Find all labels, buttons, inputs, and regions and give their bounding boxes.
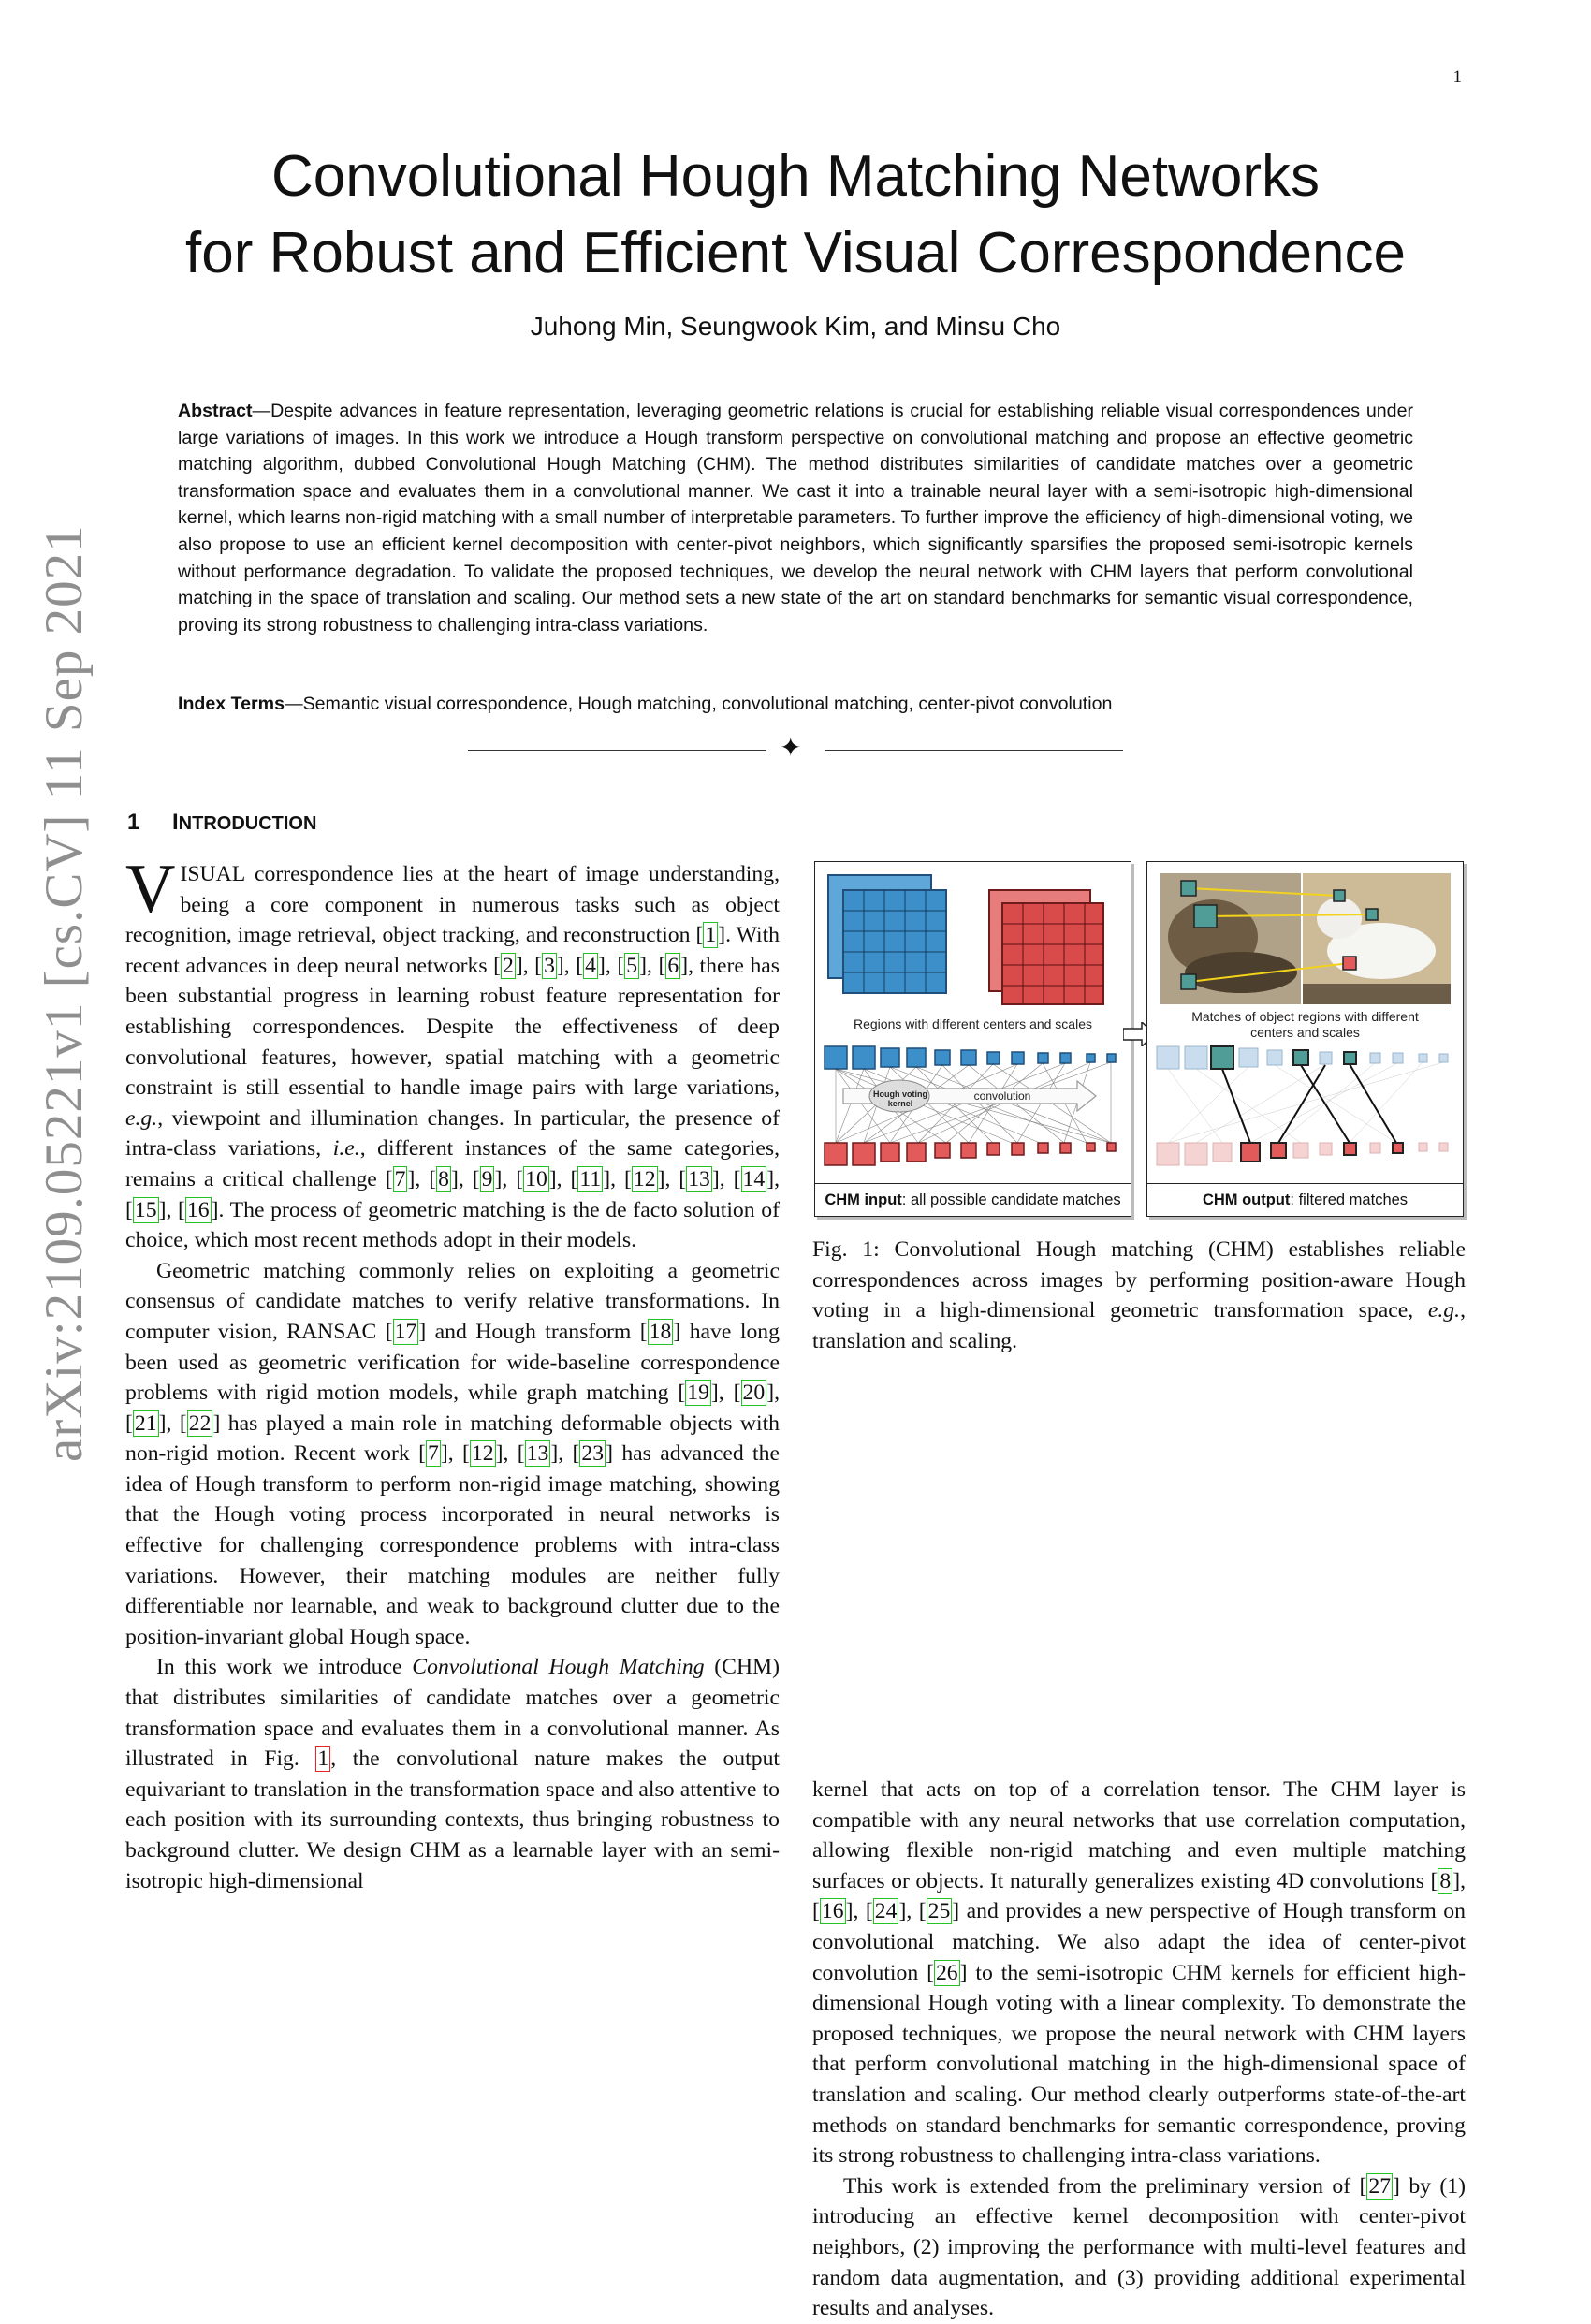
citation-link[interactable]: 1 (705, 923, 717, 948)
section-divider (468, 734, 1123, 763)
faded-nodes-bottom (1157, 1143, 1448, 1165)
citation-link[interactable]: 16 (186, 1197, 210, 1222)
faded-lines (1168, 1062, 1443, 1143)
citation-link[interactable]: 15 (134, 1197, 157, 1222)
text: correspondence lies at the heart of image understanding, being a core component in numerous tasks such as object recognition, image retrieval, object tracking, and reconstruction (125, 862, 780, 948)
citation-link[interactable]: 3 (544, 953, 555, 978)
red-region-nodes (825, 1143, 1116, 1165)
text: to the semi-isotropic CHM kernels for efficient high-dimensional Hough voting with a linear complexity. To demonstrate the proposed techniques, we propose the neural network with CHM layers that perform convolutional matching in the high-dimensional space of translation and scaling. Our method clearly outperforms state-of-the-art methods on standard benchmarks for semantic correspondence, proving its strong robustness to challenging intra-class variations. (812, 1960, 1466, 2169)
abstract (178, 398, 1413, 638)
text: (CHM) that distributes similarities of candidate matches over a geometric transformation space and evaluates them in a convolutional manner. As illustrated in Fig. (125, 1655, 781, 1772)
citation-link[interactable]: 25 (927, 1899, 951, 1924)
output-caption (1147, 1183, 1463, 1216)
figure-link[interactable]: 1 (317, 1747, 329, 1772)
text: i.e. (332, 1136, 360, 1162)
citation-link[interactable]: 2 (502, 953, 514, 978)
text: and Hough transform (426, 1319, 640, 1344)
text: e.g. (1427, 1298, 1461, 1323)
convolution-label: convolution (973, 1089, 1031, 1103)
paper-title (131, 139, 1460, 292)
text: In this work we introduce (156, 1655, 413, 1680)
citation-link[interactable]: 19 (687, 1381, 709, 1406)
text: CHM output (1202, 1191, 1291, 1208)
citation-link[interactable]: 13 (526, 1441, 549, 1467)
citation-link[interactable]: 18 (649, 1319, 672, 1344)
citation-link[interactable]: 11 (579, 1166, 602, 1191)
matches-label: Matches of object regions with different centers and scales (1191, 1009, 1419, 1040)
citation-link[interactable]: 5 (626, 953, 638, 978)
citation-link[interactable]: 6 (667, 953, 679, 978)
text: has played a main role in matching deformable objects with non-rigid motion. Recent work (125, 1410, 780, 1467)
section-title-first: I (172, 810, 179, 835)
page-number: 1 (1452, 67, 1462, 87)
intro-paragraph-3 (125, 1652, 780, 1896)
cat-photo-right (1303, 873, 1451, 1004)
dropcap: V (125, 851, 176, 928)
citation-link[interactable]: 23 (581, 1441, 605, 1467)
citation-link[interactable]: 10 (525, 1166, 547, 1191)
citation-link[interactable]: 20 (742, 1381, 766, 1406)
citation-link[interactable]: 7 (427, 1441, 439, 1467)
citation-link[interactable]: 26 (935, 1960, 958, 1985)
text: , translation and scaling. (812, 1298, 1466, 1353)
index-terms-text: —Semantic visual correspondence, Hough matching, convolutional matching, center-pivot convolution (284, 694, 1113, 714)
citation-link[interactable]: 8 (1439, 1868, 1452, 1893)
citation-link[interactable]: 27 (1368, 2173, 1392, 2199)
red-feature-grid (989, 890, 1103, 1004)
hough-kernel-label: Hough voting kernel (873, 1089, 927, 1108)
selected-top-nodes (1211, 1046, 1356, 1069)
text: Geometric matching commonly relies on exploiting a geometric consensus of candidate matches to verify relative transformations. In computer vision, RANSAC (125, 1258, 780, 1344)
text: kernel that acts on top of a correlation tensor. The CHM layer is compatible with any neural networks that use correlation computation, allowing flexible non-rigid matching and even multiple matching surfaces or objects. It naturally generalizes existing 4D convolutions (812, 1777, 1466, 1893)
text: : all possible candidate matches (901, 1191, 1121, 1208)
citation-link[interactable]: 12 (633, 1166, 656, 1191)
text: . With recent advances in deep neural networks (125, 923, 780, 978)
intro-paragraph-5: This work is extended from the preliminary version of [27] by (1) introducing an effective kernel decomposition with center-pivot neighbors, (2) improving the performance with multi-level features and random data augmentation, and (3) providing additional experimental results and analyses. (812, 2173, 1467, 2321)
input-caption (815, 1183, 1131, 1216)
index-terms (178, 694, 1413, 715)
text: have long been used as geometric verification for wide-baseline correspondence problems with rigid motion models, while graph matching (125, 1319, 780, 1406)
divider-star-icon: ✦ (780, 734, 802, 763)
arxiv-identifier: arXiv:2109.05221v1 [cs.CV] 11 Sep 2021 (35, 524, 94, 1462)
citation-link[interactable]: 24 (874, 1899, 898, 1924)
text: , the convolutional nature makes the output equivariant to translation in the transformation space and also attentive to each position with its surrounding contexts, thus bringing robustness to background clutter. We design CHM as a learnable layer with an semi-isotropic high-dimensional (125, 1747, 780, 1893)
section-number: 1 (127, 810, 140, 835)
title-line-2: for Robust and Efficient Visual Correspondence (185, 221, 1406, 285)
text: has advanced the idea of Hough transform to perform non-rigid image matching, showing that the Hough voting process incorporated in neural networks is effective for challenging correspondence problems with intra-class variations. However, their matching modules are neither fully differentiable nor learnable, and weak to background clutter due to the position-invariant global Hough space. (125, 1441, 780, 1649)
text: , different instances of the same categories, remains a critical challenge (125, 1136, 780, 1191)
text: , there has been substantial progress in learning robust feature representation for establishing correspondences. Despite the effectiveness of deep convolutional features, however, spatial matching with a geometric constraint is still essential to handle image pairs with large variations, (125, 953, 781, 1101)
section-heading (127, 810, 316, 836)
text: Convolutional Hough Matching (412, 1655, 705, 1680)
intro-paragraph-1: VISUAL correspondence lies at the heart of image understanding, being a core component in numerous tasks such as object recognition, image retrieval, object tracking, and reconstruction [1]. With recent advances in deep neural networks [2], [3], [4], [5], [6], there has been substantial progress in learning robust feature representation for establishing correspondences. Despite the effectiveness of deep convolutional features, however, spatial matching with a geometric constraint is still essential to handle image pairs with large variations, e.g., viewpoint and illumination changes. In particular, the presence of intra-class variations, i.e., different instances of the same categories, remains a critical challenge [7], [8], [9], [10], [11], [12], [13], [14], [15], [16]. The process of geometric matching is the de facto solution of choice, which most recent methods adopt in their models. (125, 851, 781, 1253)
figure-panel-output (1146, 861, 1464, 1217)
citation-link[interactable]: 8 (438, 1166, 449, 1191)
citation-link[interactable]: 13 (688, 1166, 710, 1191)
caption-label: Fig. 1: (812, 1237, 895, 1262)
citation-link[interactable]: 22 (188, 1410, 212, 1436)
citation-link[interactable]: 7 (394, 1166, 406, 1191)
citation-link[interactable]: 14 (742, 1166, 766, 1191)
index-terms-label: Index Terms (178, 694, 285, 714)
citation-link[interactable]: 12 (471, 1441, 494, 1467)
intro-smallcaps: ISUAL (180, 862, 246, 886)
citation-link[interactable]: 4 (585, 953, 597, 978)
text: This work is extended from the preliminary version of (843, 2173, 1360, 2199)
text: e.g. (125, 1105, 158, 1131)
text: and provides a new perspective of Hough transform on convolutional matching. We also adapt the idea of center-pivot convolution (812, 1899, 1466, 1985)
citation-link[interactable]: 21 (134, 1410, 157, 1436)
intro-paragraph-4: kernel that acts on top of a correlation tensor. The CHM layer is compatible with any neural networks that use correlation computation, allowing flexible non-rigid matching and even multiple matching surfaces or objects. It naturally generalizes existing 4D convolutions [8], [16], [24], [25] and provides a new perspective of Hough transform on convolutional matching. We also adapt the idea of center-pivot convolution [26] to the semi-isotropic CHM kernels for efficient high-dimensional Hough voting with a linear complexity. To demonstrate the proposed techniques, we propose the neural network with CHM layers that perform convolutional matching in the high-dimensional space of translation and scaling. Our method clearly outperforms state-of-the-art methods on standard benchmarks for semantic correspondence, proving its strong robustness to challenging intra-class variations. (812, 1777, 1466, 2169)
figure-1 (814, 861, 1464, 1215)
section-title-rest: NTRODUCTION (178, 813, 317, 834)
figure-caption (812, 1235, 1466, 1356)
blue-region-nodes (825, 1046, 1116, 1069)
abstract-text: —Despite advances in feature representation, leveraging geometric relations is crucial for establishing reliable visual correspondences under large variations of images. In this work we introduce a Hough transform perspective on convolutional matching and propose an effective geometric matching algorithm, dubbed Convolutional Hough Matching (CHM). The method distributes similarities of candidate matches over a geometric transformation space and evaluates them in a convolutional manner. We cast it into a trainable neural layer with a semi-isotropic high-dimensional kernel, which learns non-rigid matching with a small number of interpretable parameters. To further improve the efficiency of high-dimensional voting, we also propose to use an efficient kernel decomposition with center-pivot neighbors, which significantly sparsifies the proposed semi-isotropic kernels without performance degradation. To validate the proposed techniques, we develop the neural network with CHM layers that perform convolutional matching in the space of translation and scaling. Our method sets a new state of the art on standard benchmarks for semantic visual correspondence, proving its strong robustness to challenging intra-class variations. (178, 401, 1413, 636)
right-column (812, 1775, 1466, 2324)
title-line-1: Convolutional Hough Matching Networks (270, 144, 1321, 209)
selected-match-lines (1222, 1064, 1396, 1143)
citation-link[interactable]: 9 (481, 1166, 493, 1191)
text: CHM input (825, 1191, 902, 1208)
intro-paragraph-2: Geometric matching commonly relies on exploiting a geometric consensus of candidate matches to verify relative transformations. In computer vision, RANSAC [17] and Hough transform [18] have long been used as geometric verification for wide-baseline correspondence problems with rigid motion models, while graph matching [19], [20], [21], [22] has played a main role in matching deformable objects with non-rigid motion. Recent work [7], [12], [13], [23] has advanced the idea of Hough transform to perform non-rigid image matching, showing that the Hough voting process incorporated in neural networks is effective for challenging correspondence problems with intra-class variations. However, their matching modules are neither fully differentiable nor learnable, and weak to background clutter due to the position-invariant global Hough space. (125, 1258, 780, 1649)
citation-link[interactable]: 17 (394, 1319, 417, 1344)
left-column (125, 851, 781, 1896)
text: , viewpoint and illumination changes. In particular, the presence of intra-class variations, (125, 1105, 780, 1162)
abstract-label: Abstract (178, 401, 253, 421)
blue-feature-grid (828, 875, 946, 993)
authors: Juhong Min, Seungwook Kim, and Minsu Cho (530, 312, 1061, 341)
text: Convolutional Hough matching (CHM) establishes reliable correspondences across images by performing position-aware Hough voting in a high-dimensional geometric transformation space, (812, 1237, 1466, 1323)
citation-link[interactable]: 16 (821, 1899, 844, 1924)
text: by (1) introducing an effective kernel decomposition with center-pivot neighbors, (2) improving the performance with multi-level features and random data augmentation, and (3) providing additional experimental results and analyses. (812, 2173, 1467, 2321)
text: : filtered matches (1290, 1191, 1409, 1208)
text: . The process of geometric matching is the de facto solution of choice, which most recent methods adopt in their models. (125, 1197, 780, 1253)
regions-label: Regions with different centers and scales (854, 1016, 1092, 1031)
figure-panel-input (814, 861, 1131, 1217)
